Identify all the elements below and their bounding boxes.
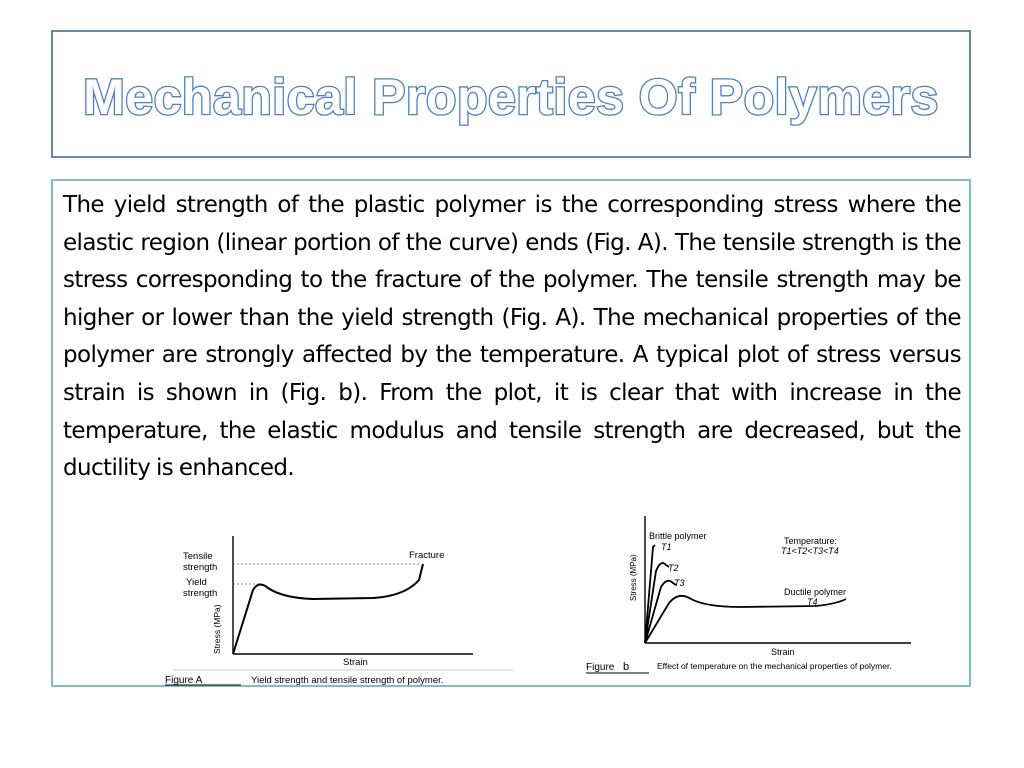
fig-a-stress-strain-curve xyxy=(233,564,423,654)
fig-b-t1-label: T1 xyxy=(661,542,672,552)
figure-a xyxy=(165,536,513,686)
fig-b-brittle-label: Brittle polymer xyxy=(649,531,707,541)
fig-a-x-axis-label: Strain xyxy=(343,657,368,668)
fig-a-yield-label-2: strength xyxy=(183,588,218,599)
fig-a-caption-label: Figure A xyxy=(165,675,203,686)
fig-b-temperature-order: T1<T2<T3<T4 xyxy=(781,546,839,556)
fig-a-fracture-label: Fracture xyxy=(409,550,445,561)
fig-b-t2-label: T2 xyxy=(668,563,679,573)
fig-b-temperature-label: Temperature: xyxy=(784,536,838,546)
fig-a-caption-text: Yield strength and tensile strength of polymer. xyxy=(251,675,444,686)
title-box xyxy=(51,30,971,158)
fig-b-caption-label: Figure xyxy=(586,662,615,673)
fig-b-caption-text: Effect of temperature on the mechanical properties of polymer. xyxy=(657,661,892,671)
fig-a-tensile-label-1: Tensile xyxy=(183,551,213,562)
title-graphic xyxy=(61,54,961,134)
fig-a-tensile-label-2: strength xyxy=(183,562,218,573)
content-box xyxy=(51,179,971,687)
figure-b xyxy=(581,511,951,676)
fig-b-y-axis-label: Stress (MPa) xyxy=(629,554,638,601)
fig-b-x-axis-label: Strain xyxy=(771,647,795,657)
fig-b-t4-label: T4 xyxy=(807,597,818,607)
slide-title: Mechanical Properties Of Polymers xyxy=(83,69,939,125)
fig-b-ductile-label: Ductile polymer xyxy=(784,587,847,597)
fig-b-t3-label: T3 xyxy=(674,578,685,588)
fig-a-yield-label-1: Yield xyxy=(186,577,207,588)
body-paragraph: The yield strength of the plastic polymer is the corresponding stress where the elastic region (linear portion of the curve) ends (Fig. A). The tensile strength is the stress corresponding to the fracture of the polymer. The tensile strength may be higher or lower than the yield strength (Fig. A). The mechanical properties of the polymer are strongly affected by the temperature. A typical plot of stress versus strain is shown in (Fig. b). From the plot, it is clear that with increase in the temperature, the elastic modulus and tensile strength are decreased, but the ductility is enhanced. xyxy=(63,192,961,482)
fig-a-y-axis-label: Stress (MPa) xyxy=(212,604,222,654)
fig-b-caption-letter: b xyxy=(623,661,630,673)
